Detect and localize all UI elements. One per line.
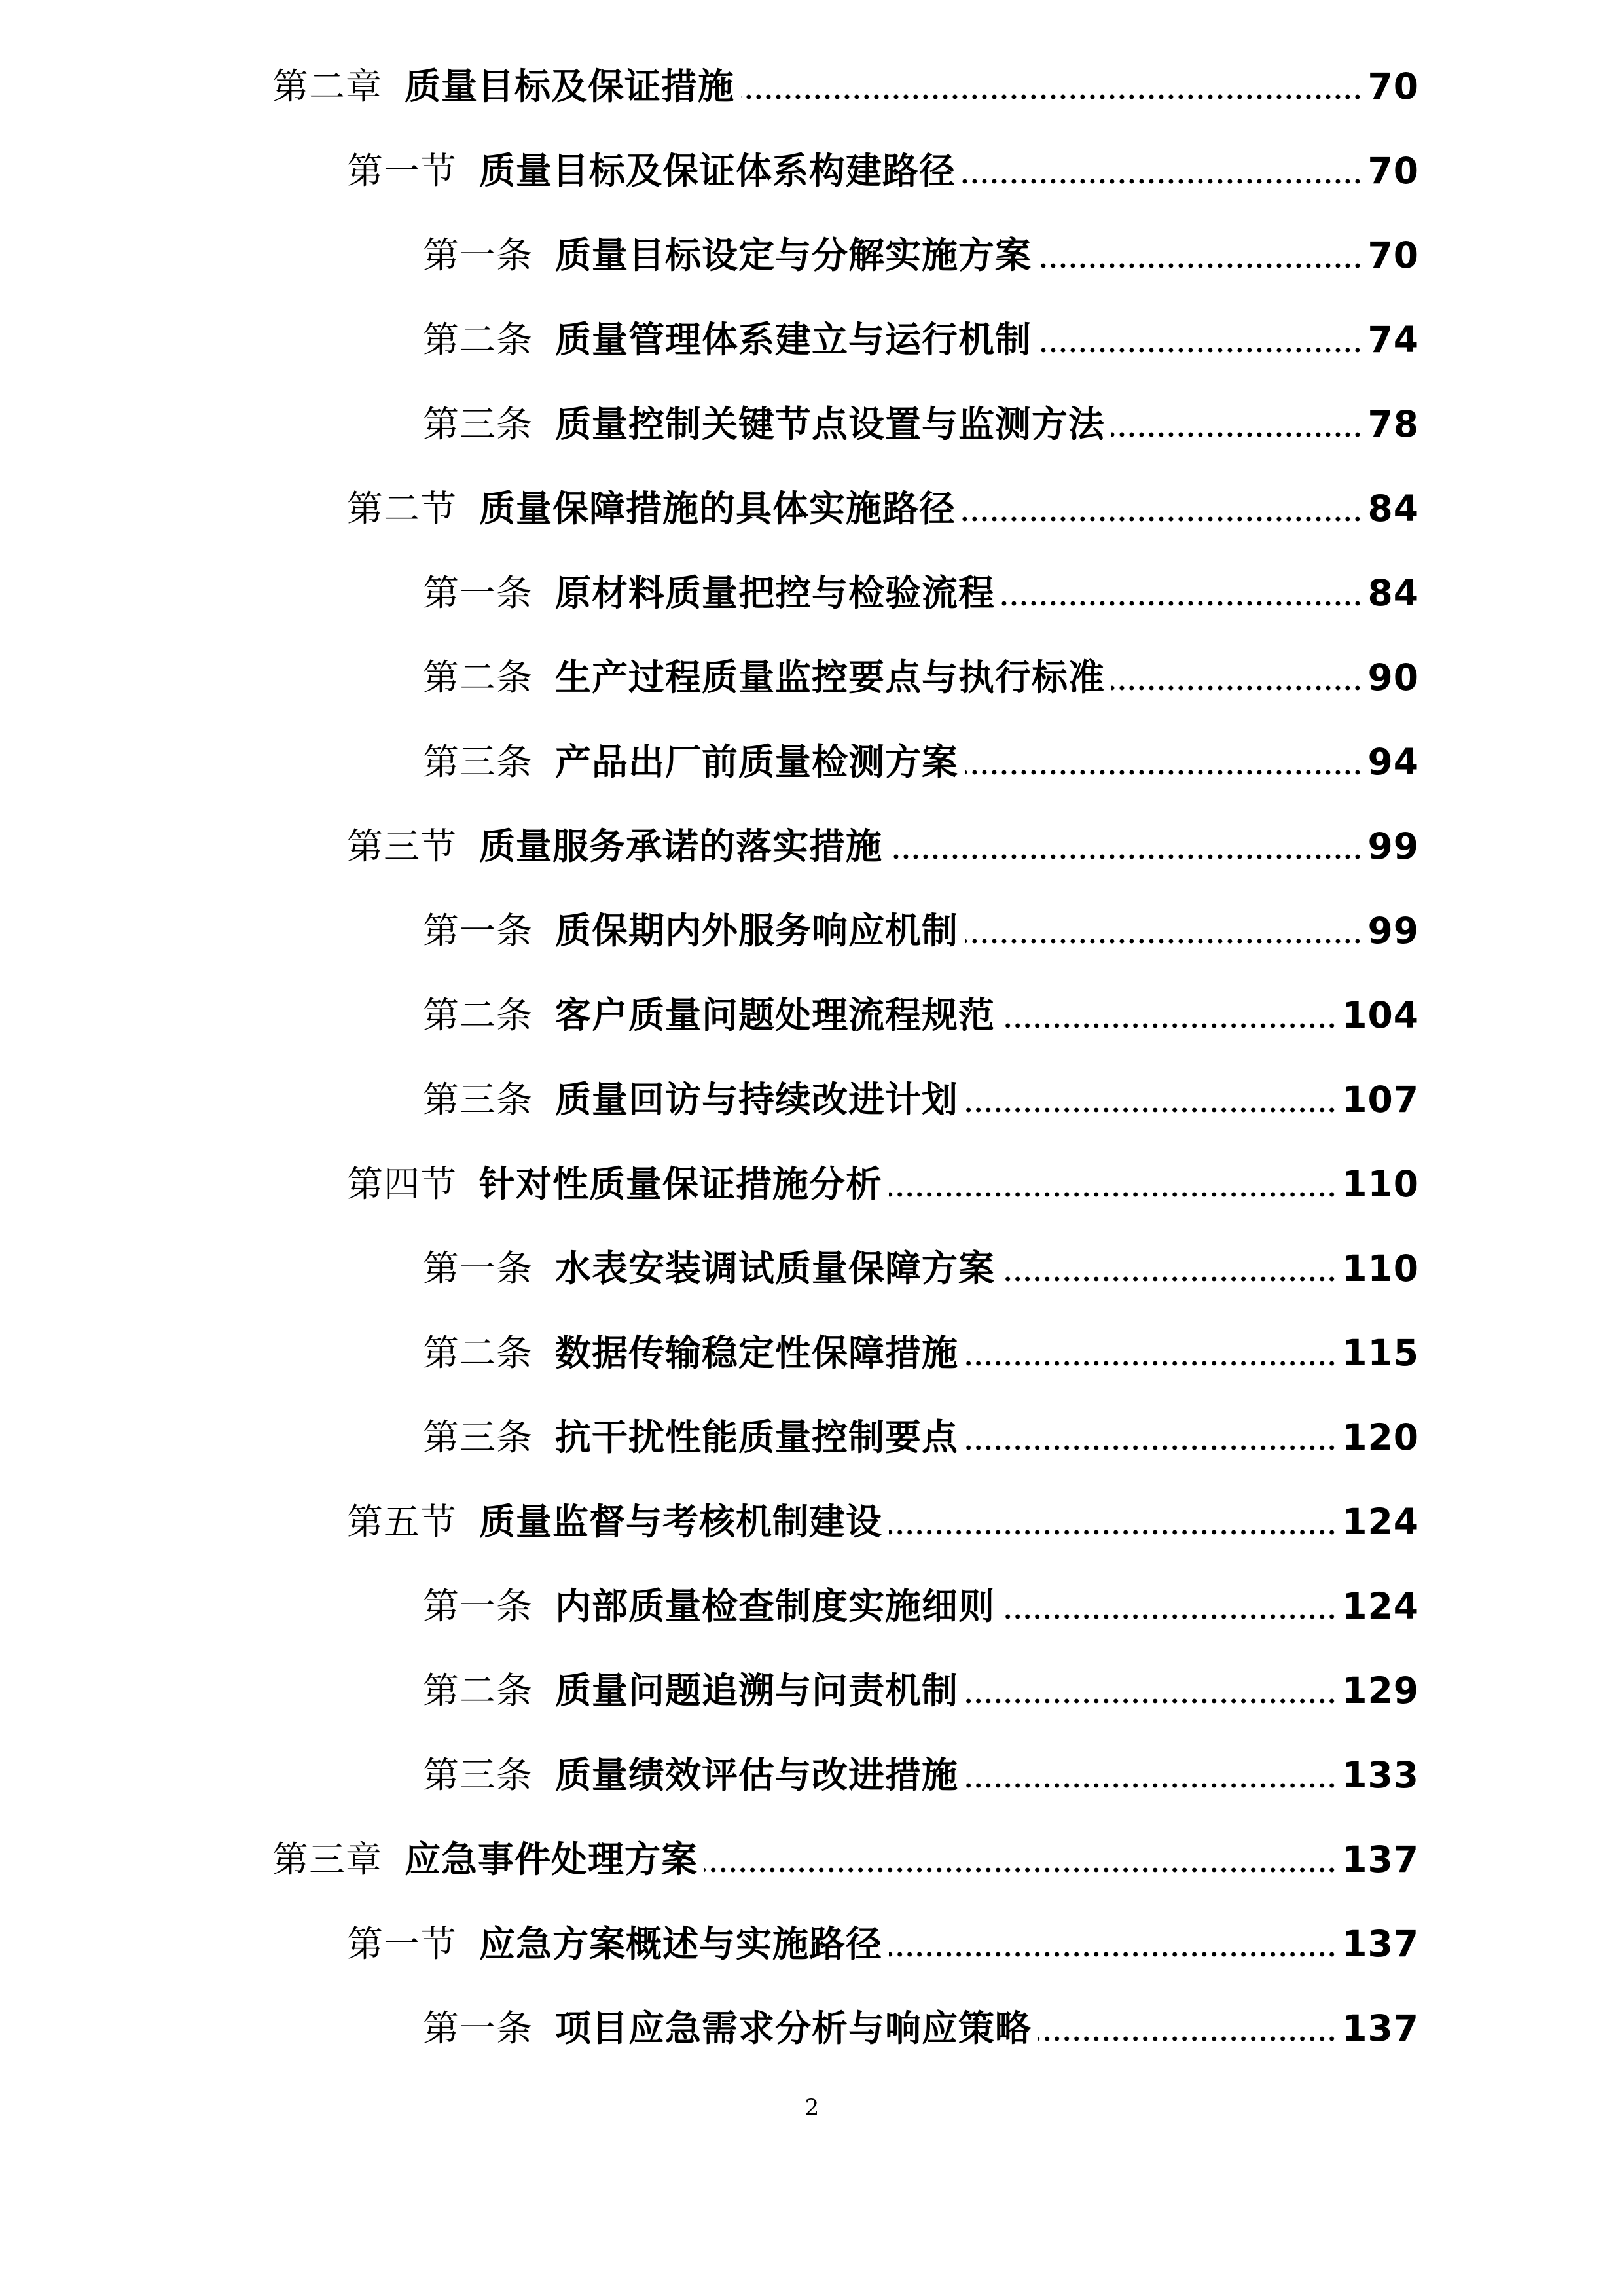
toc-entry-title: 质量监督与考核机制建设 bbox=[479, 1501, 883, 1543]
dot-leader bbox=[962, 514, 1362, 524]
toc-entry-page: 78 bbox=[1367, 403, 1419, 445]
toc-entry-number: 第一条 bbox=[423, 2007, 533, 2049]
dot-leader bbox=[1001, 1274, 1337, 1284]
toc-entry-page: 137 bbox=[1342, 2007, 1419, 2049]
toc-entry-title: 质量问题追溯与问责机制 bbox=[555, 1670, 959, 1712]
dot-leader bbox=[704, 1865, 1337, 1875]
toc-entry-title: 数据传输稳定性保障措施 bbox=[555, 1332, 959, 1374]
toc-entry-page: 99 bbox=[1367, 825, 1419, 867]
toc-entry-number: 第一节 bbox=[347, 1923, 458, 1965]
dot-leader bbox=[965, 767, 1362, 778]
toc-entry-page: 70 bbox=[1367, 65, 1419, 107]
toc-entry-number: 第一条 bbox=[423, 910, 533, 952]
toc-entry[interactable] bbox=[347, 1903, 1419, 1965]
toc-entry-page: 94 bbox=[1367, 741, 1419, 783]
toc-entry-title: 质量控制关键节点设置与监测方法 bbox=[555, 403, 1106, 445]
toc-entry-page: 70 bbox=[1367, 234, 1419, 276]
toc-entry-page: 110 bbox=[1342, 1163, 1419, 1205]
toc-entry-page: 84 bbox=[1367, 488, 1419, 529]
toc-entry-title: 质量目标及保证措施 bbox=[405, 65, 735, 107]
toc-entry[interactable] bbox=[423, 299, 1419, 361]
toc-entry[interactable] bbox=[423, 890, 1419, 952]
dot-leader bbox=[962, 176, 1362, 187]
toc-entry-page: 137 bbox=[1342, 1923, 1419, 1965]
toc-entry-number: 第二条 bbox=[423, 1670, 533, 1712]
toc-entry[interactable] bbox=[423, 1734, 1419, 1796]
toc-entry-number: 第五节 bbox=[347, 1501, 458, 1543]
toc-entry-title: 应急事件处理方案 bbox=[405, 1839, 698, 1880]
toc-entry-page: 137 bbox=[1342, 1839, 1419, 1880]
toc-entry[interactable] bbox=[423, 1059, 1419, 1121]
toc-entry-title: 客户质量问题处理流程规范 bbox=[555, 994, 996, 1036]
toc-entry-title: 应急方案概述与实施路径 bbox=[479, 1923, 883, 1965]
dot-leader bbox=[965, 1105, 1337, 1115]
toc-entry-page: 129 bbox=[1342, 1670, 1419, 1712]
toc-entry-page: 110 bbox=[1342, 1247, 1419, 1289]
toc-entry-page: 124 bbox=[1342, 1501, 1419, 1543]
toc-entry-title: 原材料质量把控与检验流程 bbox=[555, 572, 996, 614]
dot-leader bbox=[965, 1443, 1337, 1453]
toc-entry-title: 质量目标设定与分解实施方案 bbox=[555, 234, 1032, 276]
toc-entry-number: 第一节 bbox=[347, 150, 458, 192]
dot-leader bbox=[1038, 260, 1362, 271]
toc-entry[interactable] bbox=[347, 468, 1419, 527]
toc-entry-page: 104 bbox=[1342, 994, 1419, 1036]
toc-entry-number: 第二条 bbox=[423, 994, 533, 1036]
dot-leader bbox=[889, 1189, 1337, 1200]
toc-entry-number: 第三条 bbox=[423, 1416, 533, 1458]
toc-entry-title: 项目应急需求分析与响应策略 bbox=[555, 2007, 1032, 2049]
toc-entry-number: 第二条 bbox=[423, 656, 533, 698]
toc-entry-page: 107 bbox=[1342, 1079, 1419, 1121]
toc-entry-number: 第三条 bbox=[423, 741, 533, 783]
toc-entry[interactable] bbox=[423, 1228, 1419, 1287]
dot-leader bbox=[1001, 1020, 1337, 1031]
dot-leader bbox=[965, 1358, 1337, 1369]
toc-entry[interactable] bbox=[423, 1566, 1419, 1627]
toc-entry[interactable] bbox=[272, 1819, 1419, 1878]
toc-entry[interactable] bbox=[423, 552, 1419, 614]
toc-entry-title: 质量管理体系建立与运行机制 bbox=[555, 319, 1032, 361]
toc-entry-number: 第三条 bbox=[423, 403, 533, 445]
toc-entry-page: 84 bbox=[1367, 572, 1419, 614]
toc-entry-page: 120 bbox=[1342, 1416, 1419, 1458]
toc-entry-page: 115 bbox=[1342, 1332, 1419, 1374]
toc-entry-title: 质保期内外服务响应机制 bbox=[555, 910, 959, 952]
dot-leader bbox=[965, 1780, 1337, 1791]
dot-leader bbox=[889, 1949, 1337, 1960]
dot-leader bbox=[1001, 598, 1362, 609]
toc-entry-title: 水表安装调试质量保障方案 bbox=[555, 1247, 996, 1289]
dot-leader bbox=[965, 936, 1362, 946]
toc-entry-number: 第三条 bbox=[423, 1754, 533, 1796]
dot-leader bbox=[1001, 1611, 1337, 1622]
toc-entry-page: 90 bbox=[1367, 656, 1419, 698]
toc-entry-number: 第一条 bbox=[423, 1585, 533, 1627]
toc-entry-title: 抗干扰性能质量控制要点 bbox=[555, 1416, 959, 1458]
toc-entry[interactable] bbox=[423, 1397, 1419, 1456]
toc-entry[interactable] bbox=[347, 130, 1419, 192]
toc-entry-title: 生产过程质量监控要点与执行标准 bbox=[555, 656, 1106, 698]
toc-entry[interactable] bbox=[347, 806, 1419, 865]
toc-entry[interactable] bbox=[347, 1143, 1419, 1205]
toc-entry[interactable] bbox=[423, 1650, 1419, 1712]
dot-leader bbox=[965, 1696, 1337, 1706]
toc-entry[interactable] bbox=[423, 215, 1419, 274]
toc-entry-number: 第一条 bbox=[423, 234, 533, 276]
toc-entry-page: 124 bbox=[1342, 1585, 1419, 1627]
toc-entry[interactable] bbox=[423, 637, 1419, 696]
toc-entry-title: 质量保障措施的具体实施路径 bbox=[479, 488, 956, 529]
toc-entry[interactable] bbox=[423, 384, 1419, 445]
toc-entry-number: 第三节 bbox=[347, 825, 458, 867]
toc-entry-number: 第三条 bbox=[423, 1079, 533, 1121]
toc-entry-number: 第四节 bbox=[347, 1163, 458, 1205]
toc-entry[interactable] bbox=[272, 46, 1419, 105]
toc-entry-page: 74 bbox=[1367, 319, 1419, 361]
toc-entry-title: 产品出厂前质量检测方案 bbox=[555, 741, 959, 783]
toc-entry-title: 质量服务承诺的落实措施 bbox=[479, 825, 883, 867]
toc-entry[interactable] bbox=[423, 1312, 1419, 1374]
toc-entry-title: 质量绩效评估与改进措施 bbox=[555, 1754, 959, 1796]
dot-leader bbox=[1038, 2034, 1337, 2044]
toc-entry-title: 质量目标及保证体系构建路径 bbox=[479, 150, 956, 192]
toc-entry[interactable] bbox=[423, 975, 1419, 1036]
dot-leader bbox=[1111, 683, 1362, 693]
toc-entry-title: 针对性质量保证措施分析 bbox=[479, 1163, 883, 1205]
dot-leader bbox=[889, 1527, 1337, 1537]
toc-entry-number: 第二条 bbox=[423, 1332, 533, 1374]
toc-entry-number: 第一条 bbox=[423, 572, 533, 614]
toc-entry[interactable] bbox=[347, 1481, 1419, 1543]
dot-leader bbox=[889, 852, 1362, 862]
toc-entry-title: 内部质量检查制度实施细则 bbox=[555, 1585, 996, 1627]
toc-entry-page: 133 bbox=[1342, 1754, 1419, 1796]
dot-leader bbox=[1111, 429, 1362, 440]
toc-entry-number: 第二章 bbox=[272, 65, 383, 107]
toc-entry-number: 第二条 bbox=[423, 319, 533, 361]
toc-entry-title: 质量回访与持续改进计划 bbox=[555, 1079, 959, 1121]
toc-entry[interactable] bbox=[423, 721, 1419, 783]
dot-leader bbox=[741, 92, 1362, 102]
toc-entry-number: 第二节 bbox=[347, 488, 458, 529]
toc-entry[interactable] bbox=[423, 1988, 1419, 2047]
toc-entry-number: 第三章 bbox=[272, 1839, 383, 1880]
dot-leader bbox=[1038, 345, 1362, 355]
toc-entry-page: 99 bbox=[1367, 910, 1419, 952]
page-number: 2 bbox=[804, 2094, 820, 2121]
toc-entry-page: 70 bbox=[1367, 150, 1419, 192]
toc-entry-number: 第一条 bbox=[423, 1247, 533, 1289]
